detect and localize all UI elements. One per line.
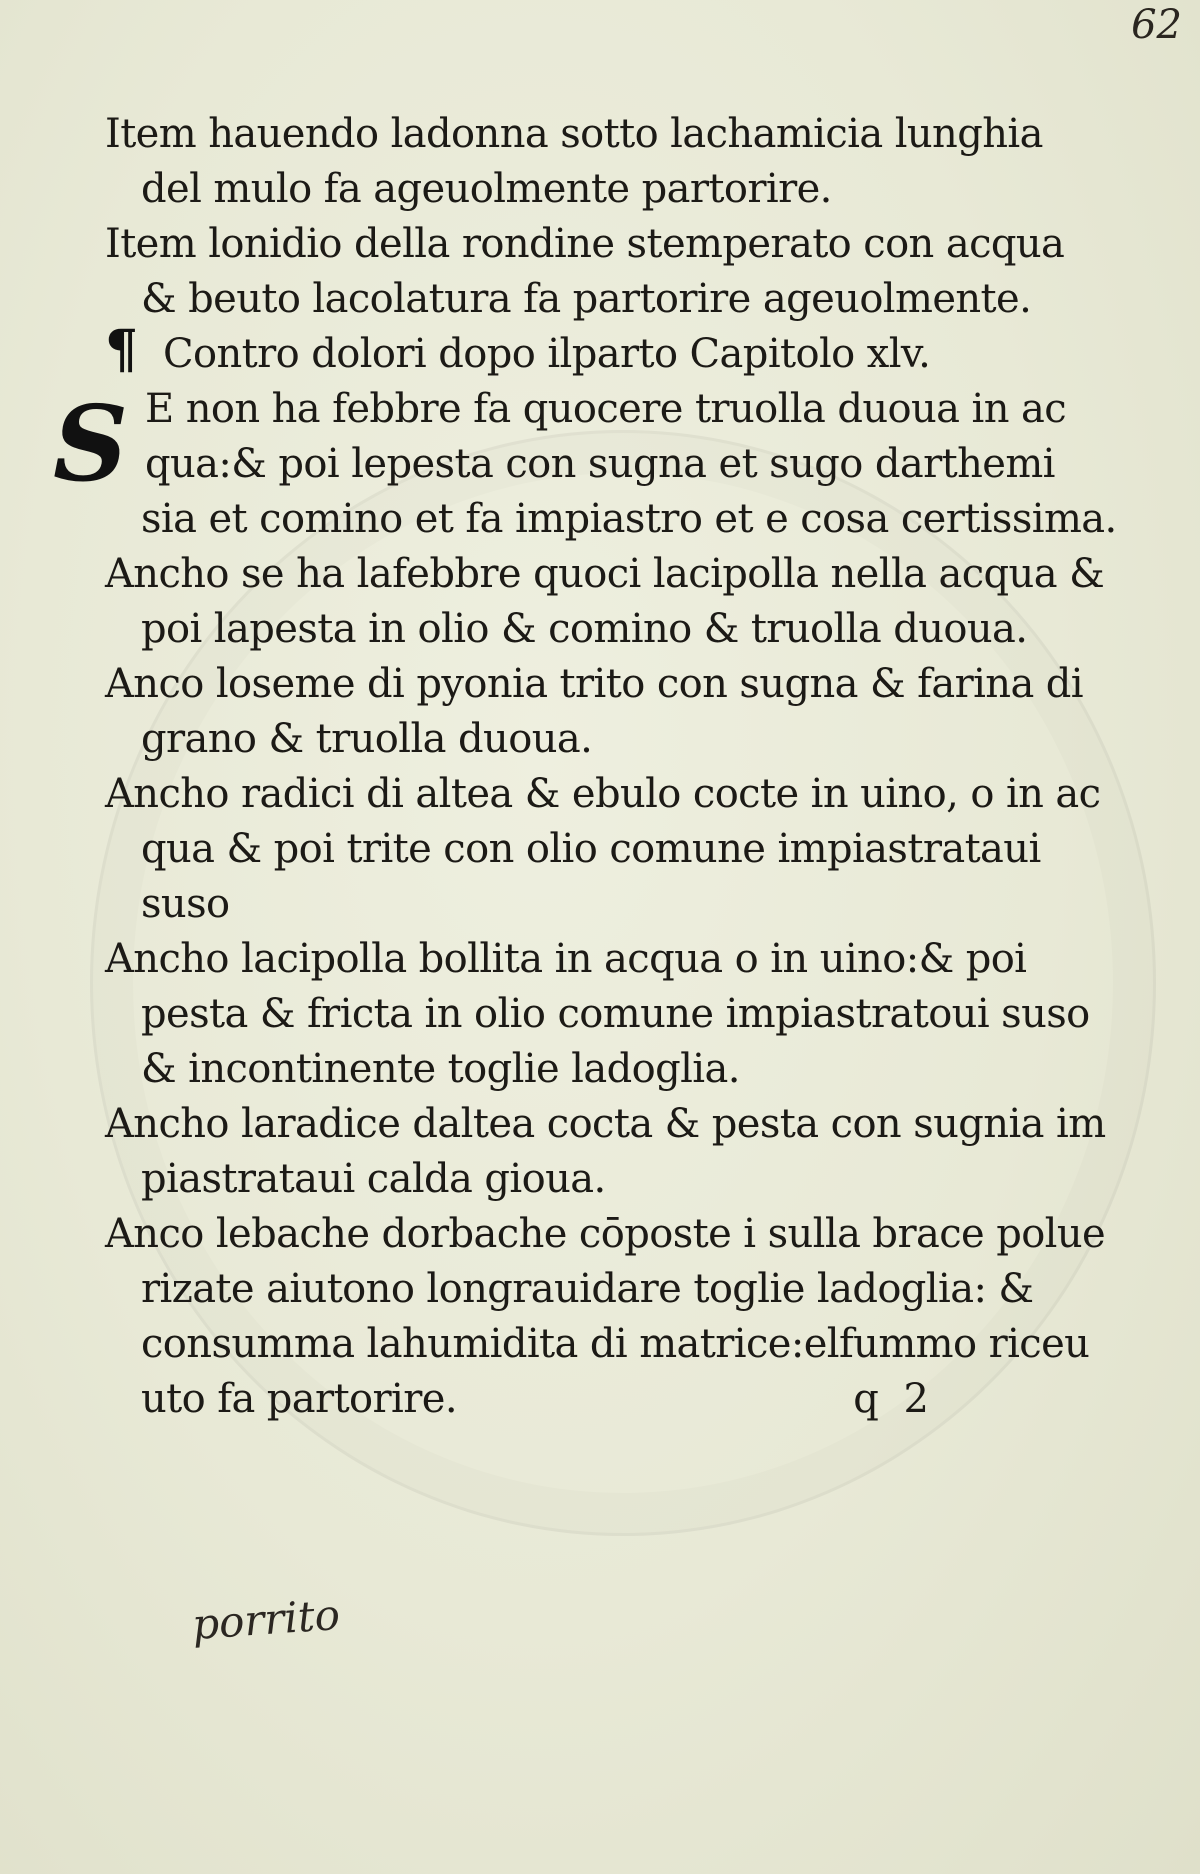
text-line: Anco lebache dorbache cōposte i sulla brace polue xyxy=(105,1211,1106,1257)
text-line: grano & truolla duoua. xyxy=(141,716,593,762)
chapter-heading-text: Contro dolori dopo ilparto Capitolo xlv. xyxy=(163,331,931,377)
text-line: consumma lahumidita di matrice:elfummo riceu xyxy=(141,1321,1090,1367)
text-line: Ancho laradice daltea cocta & pesta con sugnia im xyxy=(105,1101,1106,1147)
text-line: del mulo fa ageuolmente partorire. xyxy=(141,166,832,212)
text-line: sia et comino et fa impiastro et e cosa certissima. xyxy=(141,496,1117,542)
text-line xyxy=(105,1377,1105,1432)
text-line: piastrataui calda gioua. xyxy=(141,1156,606,1202)
text-line: poi lapesta in olio & comino & truolla duoua. xyxy=(141,606,1028,652)
text-line: Item hauendo ladonna sotto lachamicia lunghia xyxy=(105,111,1043,157)
text-line: pesta & fricta in olio comune impiastratoui suso xyxy=(141,991,1090,1037)
text-line: Item lonidio della rondine stemperato con acqua xyxy=(105,221,1065,267)
decorated-initial: S xyxy=(53,382,128,505)
text-line-content: uto fa partorire. xyxy=(141,1376,457,1422)
text-line: qua:& poi lepesta con sugna et sugo darthemi xyxy=(145,441,1055,487)
text-line: Anco loseme di pyonia trito con sugna & farina di xyxy=(105,661,1084,707)
text-line: suso xyxy=(141,881,230,927)
text-block xyxy=(53,111,1117,1432)
text-line-content: E non ha febbre fa quocere truolla duoua in ac xyxy=(145,386,1067,432)
text-line: rizate aiutono longrauidare toglie ladoglia: & xyxy=(141,1266,1034,1312)
handwritten-note: porrito xyxy=(190,1589,342,1650)
chapter-heading xyxy=(105,319,1105,387)
text-line: qua & poi trite con olio comune impiastrataui xyxy=(141,826,1041,872)
text-line: Ancho radici di altea & ebulo cocte in uino, o in ac xyxy=(105,771,1101,817)
paragraph-mark-icon: ¶ xyxy=(105,319,138,380)
text-line: Ancho se ha lafebbre quoci lacipolla nella acqua & xyxy=(105,551,1105,597)
text-line: & incontinente toglie ladoglia. xyxy=(141,1046,740,1092)
text-line: & beuto lacolatura fa partorire ageuolmente. xyxy=(141,276,1032,322)
signature-mark: q 2 xyxy=(853,1376,935,1422)
folio-number: 62 xyxy=(1131,2,1182,48)
text-line: Ancho lacipolla bollita in acqua o in uino:& poi xyxy=(105,936,1027,982)
